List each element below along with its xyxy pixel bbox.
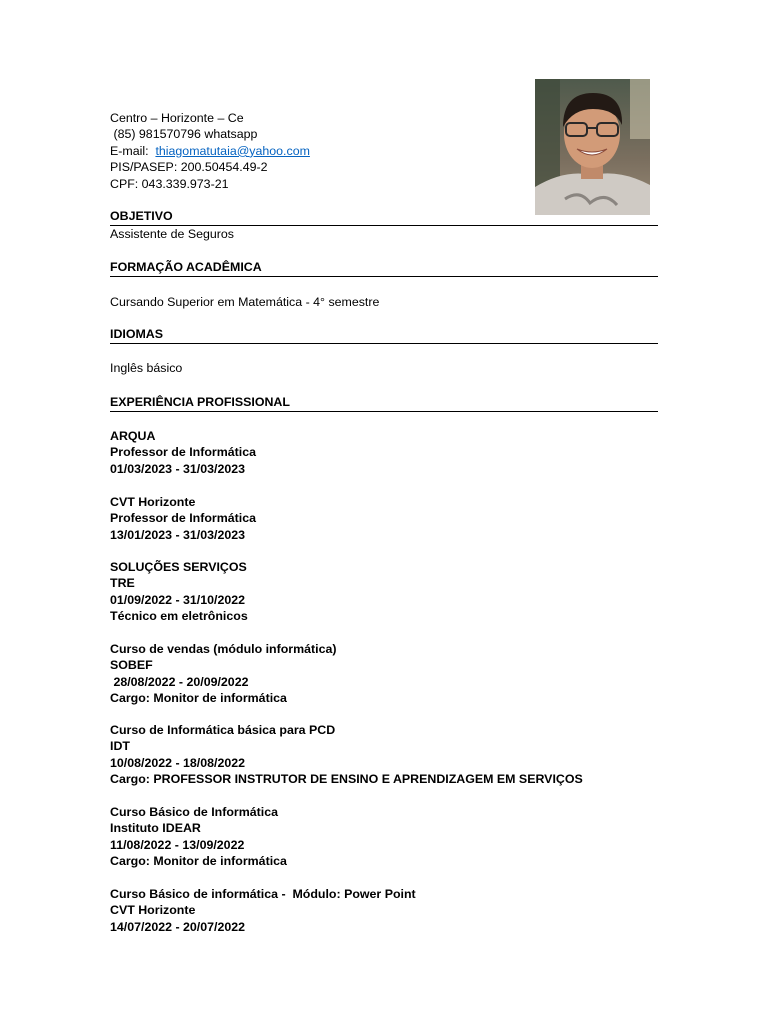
education-heading: FORMAÇÃO ACADÊMICA bbox=[110, 259, 658, 277]
job-role: Cargo: Monitor de informática bbox=[110, 691, 287, 706]
job-role: Cargo: PROFESSOR INSTRUTOR DE ENSINO E APRENDIZAGEM EM SERVIÇOS bbox=[110, 772, 583, 787]
job-entry bbox=[110, 804, 658, 870]
address-text: Centro – Horizonte – Ce bbox=[110, 111, 244, 125]
job-course: Curso Básico de Informática bbox=[110, 805, 279, 819]
job-unit: TRE bbox=[110, 576, 135, 591]
job-role: Professor de Informática bbox=[110, 511, 256, 526]
experience-heading: EXPERIÊNCIA PROFISSIONAL bbox=[110, 394, 658, 412]
profile-photo bbox=[535, 79, 650, 215]
job-dates: 28/08/2022 - 20/09/2022 bbox=[110, 674, 249, 689]
job-entry bbox=[110, 559, 658, 625]
job-entry bbox=[110, 641, 658, 707]
job-course: Curso Básico de informática - Módulo: Power Point bbox=[110, 887, 416, 901]
job-company: ARQUA bbox=[110, 429, 156, 443]
objective-heading: OBJETIVO bbox=[110, 208, 658, 226]
education-text: Cursando Superior em Matemática - 4° semestre bbox=[110, 295, 380, 309]
job-dates: 10/08/2022 - 18/08/2022 bbox=[110, 755, 246, 770]
phone-text: (85) 981570796 whatsapp bbox=[110, 127, 258, 142]
languages-heading: IDIOMAS bbox=[110, 326, 658, 344]
job-company: SOBEF bbox=[110, 658, 153, 673]
job-company: CVT Horizonte bbox=[110, 495, 196, 509]
job-company: CVT Horizonte bbox=[110, 903, 196, 918]
job-role: Professor de Informática bbox=[110, 445, 256, 460]
job-course: Curso de vendas (módulo informática) bbox=[110, 642, 337, 656]
job-company: SOLUÇÕES SERVIÇOS bbox=[110, 560, 247, 574]
languages-text: Inglês básico bbox=[110, 361, 183, 375]
job-dates: 01/03/2023 - 31/03/2023 bbox=[110, 461, 246, 476]
job-role: Cargo: Monitor de informática bbox=[110, 854, 287, 869]
contact-block bbox=[110, 110, 530, 192]
objective-text: Assistente de Seguros bbox=[110, 227, 234, 241]
job-entry bbox=[110, 886, 658, 935]
cpf-text: CPF: 043.339.973-21 bbox=[110, 176, 229, 191]
job-entry bbox=[110, 494, 658, 543]
job-entry bbox=[110, 722, 658, 788]
email-label: E-mail: bbox=[110, 143, 156, 158]
job-company: Instituto IDEAR bbox=[110, 821, 201, 836]
job-role: Técnico em eletrônicos bbox=[110, 609, 248, 624]
job-company: IDT bbox=[110, 739, 130, 754]
job-dates: 11/08/2022 - 13/09/2022 bbox=[110, 837, 245, 852]
job-dates: 14/07/2022 - 20/07/2022 bbox=[110, 919, 246, 934]
profile-photo-image bbox=[535, 79, 650, 215]
job-course: Curso de Informática básica para PCD bbox=[110, 723, 336, 737]
email-link[interactable]: thiagomatutaia@yahoo.com bbox=[155, 143, 310, 158]
job-dates: 01/09/2022 - 31/10/2022 bbox=[110, 592, 246, 607]
email-line bbox=[110, 143, 530, 159]
job-entry bbox=[110, 428, 658, 477]
job-dates: 13/01/2023 - 31/03/2023 bbox=[110, 527, 246, 542]
pis-text: PIS/PASEP: 200.50454.49-2 bbox=[110, 160, 268, 175]
